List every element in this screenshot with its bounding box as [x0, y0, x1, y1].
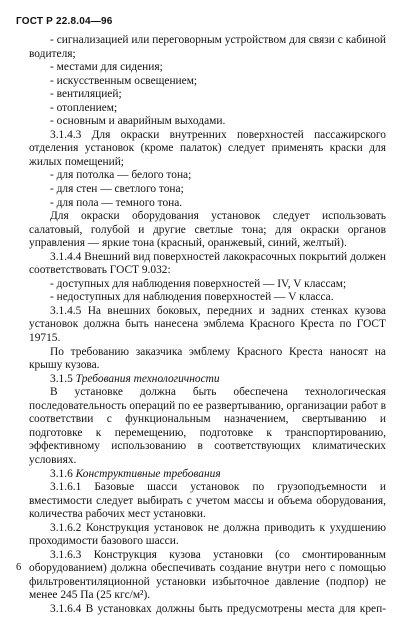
section-heading [29, 373, 386, 387]
paragraph: - доступных для наблюдения поверхностей — IV, V классам; [50, 277, 347, 290]
paragraph: 3.1.6.3 Конструкция кузова установки (со смонтированным оборудованием) должна обеспечивать создание внутри него с помощью фильтровентиляционной установки избыточное давление (подпор) не менее 245 Па (25 кгс/м²). [29, 548, 386, 602]
paragraph: 3.1.4.4 Внешний вид поверхностей лакокрасочных покрытий должен соответствовать ГОСТ 9.032: [29, 250, 386, 277]
page-body [29, 34, 386, 617]
paragraph: По требованию заказчика эмблему Красного Креста наносят на крышу кузова. [29, 345, 386, 372]
paragraph: 3.1.4.3 Для окраски внутренних поверхностей пассажирского отделения установок (кроме палаток) следует применять краски для жилых помещений; [29, 128, 386, 168]
paragraph: Для окраски оборудования установок следует использовать салатовый, голубой и другие светлые тона; для окраски органов управления — яркие тона (красный, оранжевый, синий, желтый). [29, 210, 386, 250]
paragraph: - для потолка — белого тона; [50, 169, 192, 182]
section-title: Требования технологичности [75, 372, 220, 385]
page-header: ГОСТ Р 22.8.04—96 [16, 16, 113, 27]
paragraph: 3.1.6.4 В установках должны быть предусмотрены места для креп- [50, 602, 386, 615]
section-number: 3.1.6 [50, 467, 73, 480]
paragraph: - основным и аварийным выходами. [50, 115, 226, 128]
paragraph: 3.1.6.2 Конструкция установок не должна приводить к ухудшению проходимости базового шасси. [29, 521, 386, 548]
paragraph: - для пола — темного тона. [50, 196, 183, 209]
paragraph: 3.1.6.1 Базовые шасси установок по грузоподъемности и вместимости следует выбирать с учетом массы и объема оборудования, количества рабочих мест установки. [29, 481, 386, 521]
paragraph: - отоплением; [50, 101, 118, 114]
paragraph: - недоступных для наблюдения поверхностей — V класса. [50, 291, 334, 304]
page-number: 6 [16, 562, 22, 573]
paragraph: - местами для сидения; [50, 61, 163, 74]
paragraph: - вентиляцией; [50, 88, 122, 101]
section-number: 3.1.5 [50, 372, 73, 385]
paragraph: 3.1.4.5 На внешних боковых, передних и задних стенках кузова установок должна быть нанесена эмблема Красного Креста по ГОСТ 19715. [29, 304, 386, 345]
paragraph: - сигнализацией или переговорным устройством для связи с кабиной водителя; [29, 34, 386, 60]
paragraph: В установке должна быть обеспечена технологическая последовательность операций по ее развертыванию, организации работ в соответствии с функциональным назначением, свертыванию и подготовке к перемещению, подготовке к транспортированию, эффективному использованию в соответствующих климатических условиях. [29, 386, 386, 466]
paragraph: - для стен — светлого тона; [50, 183, 184, 196]
paragraph: - искусственным освещением; [50, 74, 198, 87]
section-heading [29, 468, 386, 482]
section-title: Конструктивные требования [75, 467, 221, 480]
